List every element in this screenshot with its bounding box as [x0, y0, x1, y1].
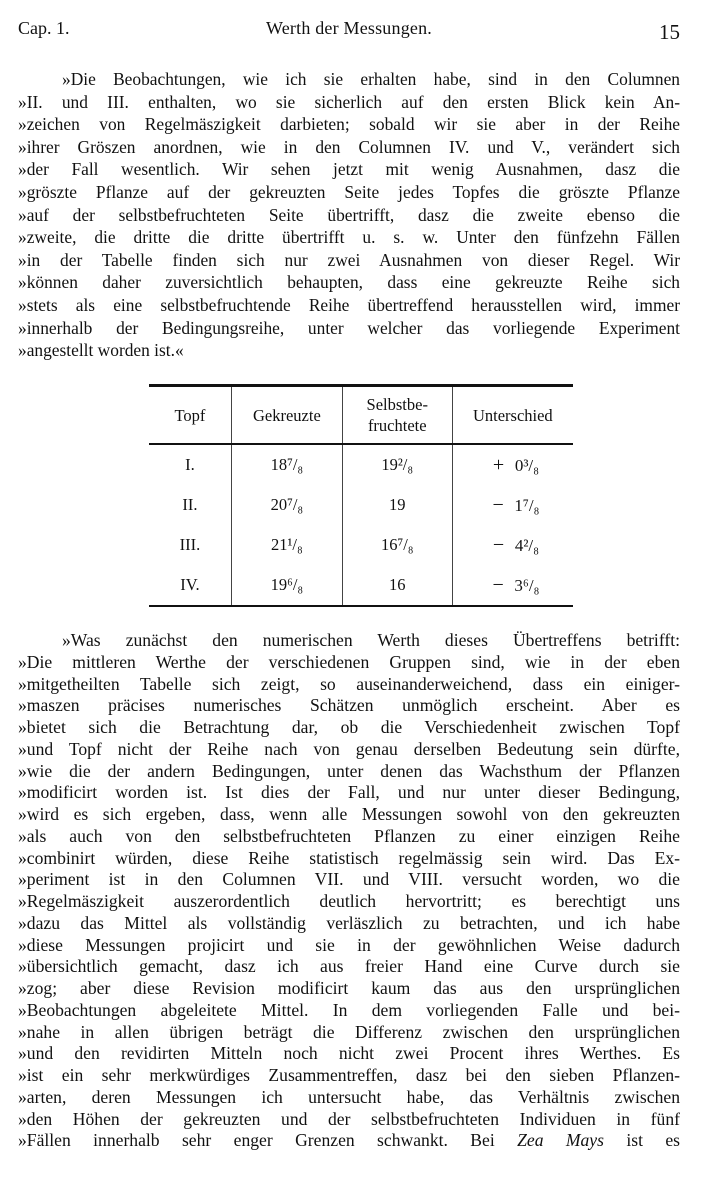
header-selbstbefruchtete — [342, 386, 452, 445]
text-line: »II. und III. enthalten, wo sie sicherlich auf den ersten Blick kein An- — [18, 91, 680, 112]
cell-gekreuzte: 18⁷/₈ — [231, 444, 342, 485]
diff-value: 4²/₈ — [514, 535, 540, 555]
text-line: »den Höhen der gekreuzten und der selbstbefruchteten Individuen in fünf — [18, 1108, 680, 1129]
text-line: »ihrer Gröszen anordnen, wie in den Columnen IV. und V., verändert sich — [18, 136, 680, 157]
table-row — [149, 485, 573, 525]
cell-topf: IV. — [180, 575, 200, 594]
text-line: »und Topf nicht der Reihe nach von genau derselben Bedeutung sein dürfte, — [18, 738, 680, 759]
diff-sign: + — [492, 453, 505, 476]
page-number: 15 — [659, 20, 680, 44]
cell-topf: I. — [185, 455, 195, 474]
text-line: »auf der selbstbefruchteten Seite übertrifft, dasz die zweite ebenso die — [18, 204, 680, 225]
cell-topf: II. — [182, 495, 198, 514]
cell-unterschied — [452, 485, 573, 525]
text-line: »zweite, die dritte die dritte übertrifft u. s. w. Unter den fünfzehn Fällen — [18, 227, 680, 248]
text-line: »Die Beobachtungen, wie ich sie erhalten habe, sind in den Columnen — [62, 69, 680, 89]
text-line: »nahe in allen übrigen beträgt die Differenz zwischen den ursprünglichen — [18, 1021, 680, 1042]
measurement-table — [149, 384, 573, 607]
diff-sign: − — [492, 493, 504, 516]
text-line: »Die mittleren Werthe der verschiedenen Gruppen sind, wie in der eben — [18, 651, 680, 672]
diff-sign: − — [492, 533, 505, 556]
text-line: »diese Messungen projicirt und sie in der gewöhnlichen Weise dadurch — [18, 934, 680, 955]
text-line: »modificirt worden ist. Ist dies der Fall, und nur unter dieser Bedingung, — [18, 782, 680, 803]
header-selbstbefruchtete-line1: Selbstbe- — [366, 395, 428, 414]
diff-value: 0³/₈ — [514, 455, 540, 475]
text-line: »können daher zuversichtlich behaupten, dass eine gekreuzte Reihe sich — [18, 272, 680, 293]
cell-selbst: 16⁷/₈ — [342, 525, 452, 565]
text-line: »combinirt würden, diese Reihe statistisch regelmässig sein wird. Das Ex- — [18, 847, 680, 868]
diff-value: 1⁷/₈ — [514, 495, 540, 515]
text-line: »dazu das Mittel als vollständig verläszlich zu betrachten, und ich habe — [18, 912, 680, 933]
text-line: »wird es sich ergeben, dass, wenn alle Messungen sowohl von den gekreuzten — [18, 804, 680, 824]
cell-unterschied — [452, 444, 573, 485]
table-header-row — [149, 386, 573, 445]
text-line: »arten, deren Messungen ich untersucht habe, das Verhältnis zwischen — [18, 1086, 680, 1107]
text-line: »der Fall wesentlich. Wir sehen jetzt mit wenig Ausnahmen, dasz die — [18, 159, 680, 180]
table-row — [149, 444, 573, 485]
cell-gekreuzte: 19⁶/₈ — [231, 565, 342, 606]
text-line: »Regelmäszigkeit auszerordentlich deutlich hervortritt; es berechtigt uns — [18, 891, 680, 911]
table-row — [149, 565, 573, 606]
cell-selbst: 19²/₈ — [342, 444, 452, 485]
running-header — [18, 14, 680, 44]
text-line: »bietet sich die Betrachtung dar, ob die Verschiedenheit zwischen Topf — [18, 717, 680, 737]
cell-selbst: 16 — [342, 565, 452, 606]
text-line: »mitgetheilten Tabelle sich zeigt, so auseinanderweichend, dass ein einiger- — [18, 673, 680, 694]
text-line: »stets als eine selbstbefruchtende Reihe übertreffend herausstellen wird, immer — [18, 294, 680, 315]
species-name: Zea Mays — [517, 1130, 604, 1151]
text-line: »wie die der andern Bedingungen, unter denen das Wachsthum der Pflanzen — [18, 760, 680, 781]
text-line: »in der Tabelle finden sich nur zwei Ausnahmen von dieser Regel. Wir — [18, 249, 680, 270]
text-line: »innerhalb der Bedingungsreihe, unter welcher das vorliegende Experiment — [18, 317, 680, 338]
text-line: »periment ist in den Columnen VII. und VIII. versucht worden, wo die — [18, 869, 680, 890]
cell-gekreuzte: 20⁷/₈ — [231, 485, 342, 525]
text-line: »und den revidirten Mitteln noch nicht zwei Procent ihres Werthes. Es — [18, 1043, 680, 1064]
cell-topf: III. — [179, 535, 201, 554]
text-line: »maszen präcises numerisches Schätzen unmöglich erscheint. Aber es — [18, 695, 680, 716]
text-line: »angestellt worden ist.« — [18, 340, 184, 361]
text-line: »Was zunächst den numerischen Werth dieses Übertreffens betrifft: — [62, 630, 680, 650]
header-selbstbefruchtete-line2: fruchtete — [367, 416, 427, 435]
paragraph-quote-2 — [18, 630, 680, 1152]
header-unterschied: Unterschied — [452, 386, 573, 445]
chapter-label: Cap. 1. — [18, 18, 70, 38]
text-line: »gröszte Pflanze auf der gekreuzten Seite jedes Topfes die gröszte Pflanze — [18, 181, 680, 202]
text-line: »Beobachtungen abgeleitete Mittel. In dem vorliegenden Falle und bei- — [18, 999, 680, 1020]
cell-gekreuzte: 21¹/₈ — [231, 525, 342, 565]
text-line: »Fällen innerhalb sehr enger Grenzen schwankt. Bei Zea Mays ist es — [18, 1130, 680, 1151]
text-line: »als auch von den selbstbefruchteten Pflanzen zu einer einzigen Reihe — [18, 825, 680, 846]
text-line: »zog; aber diese Revision modificirt kaum das aus den ursprünglichen — [18, 978, 680, 998]
running-title: Werth der Messungen. — [265, 18, 432, 38]
header-gekreuzte: Gekreuzte — [231, 386, 342, 445]
paragraph-quote-1 — [18, 68, 680, 362]
text-line: »ist ein sehr merkwürdiges Zusammentreffen, dasz bei den sieben Pflanzen- — [18, 1065, 680, 1085]
header-topf: Topf — [149, 386, 231, 445]
text-line: »übersichtlich gemacht, dasz ich aus freier Hand eine Curve durch sie — [18, 956, 680, 977]
cell-unterschied — [452, 525, 573, 565]
text-line: »zeichen von Regelmäszigkeit darbieten; sobald wir sie aber in der Reihe — [18, 114, 680, 135]
diff-value: 3⁶/₈ — [514, 575, 540, 595]
book-page — [18, 0, 684, 1200]
cell-unterschied — [452, 565, 573, 606]
table-row — [149, 525, 573, 565]
diff-sign: − — [492, 573, 504, 596]
cell-selbst: 19 — [342, 485, 452, 525]
